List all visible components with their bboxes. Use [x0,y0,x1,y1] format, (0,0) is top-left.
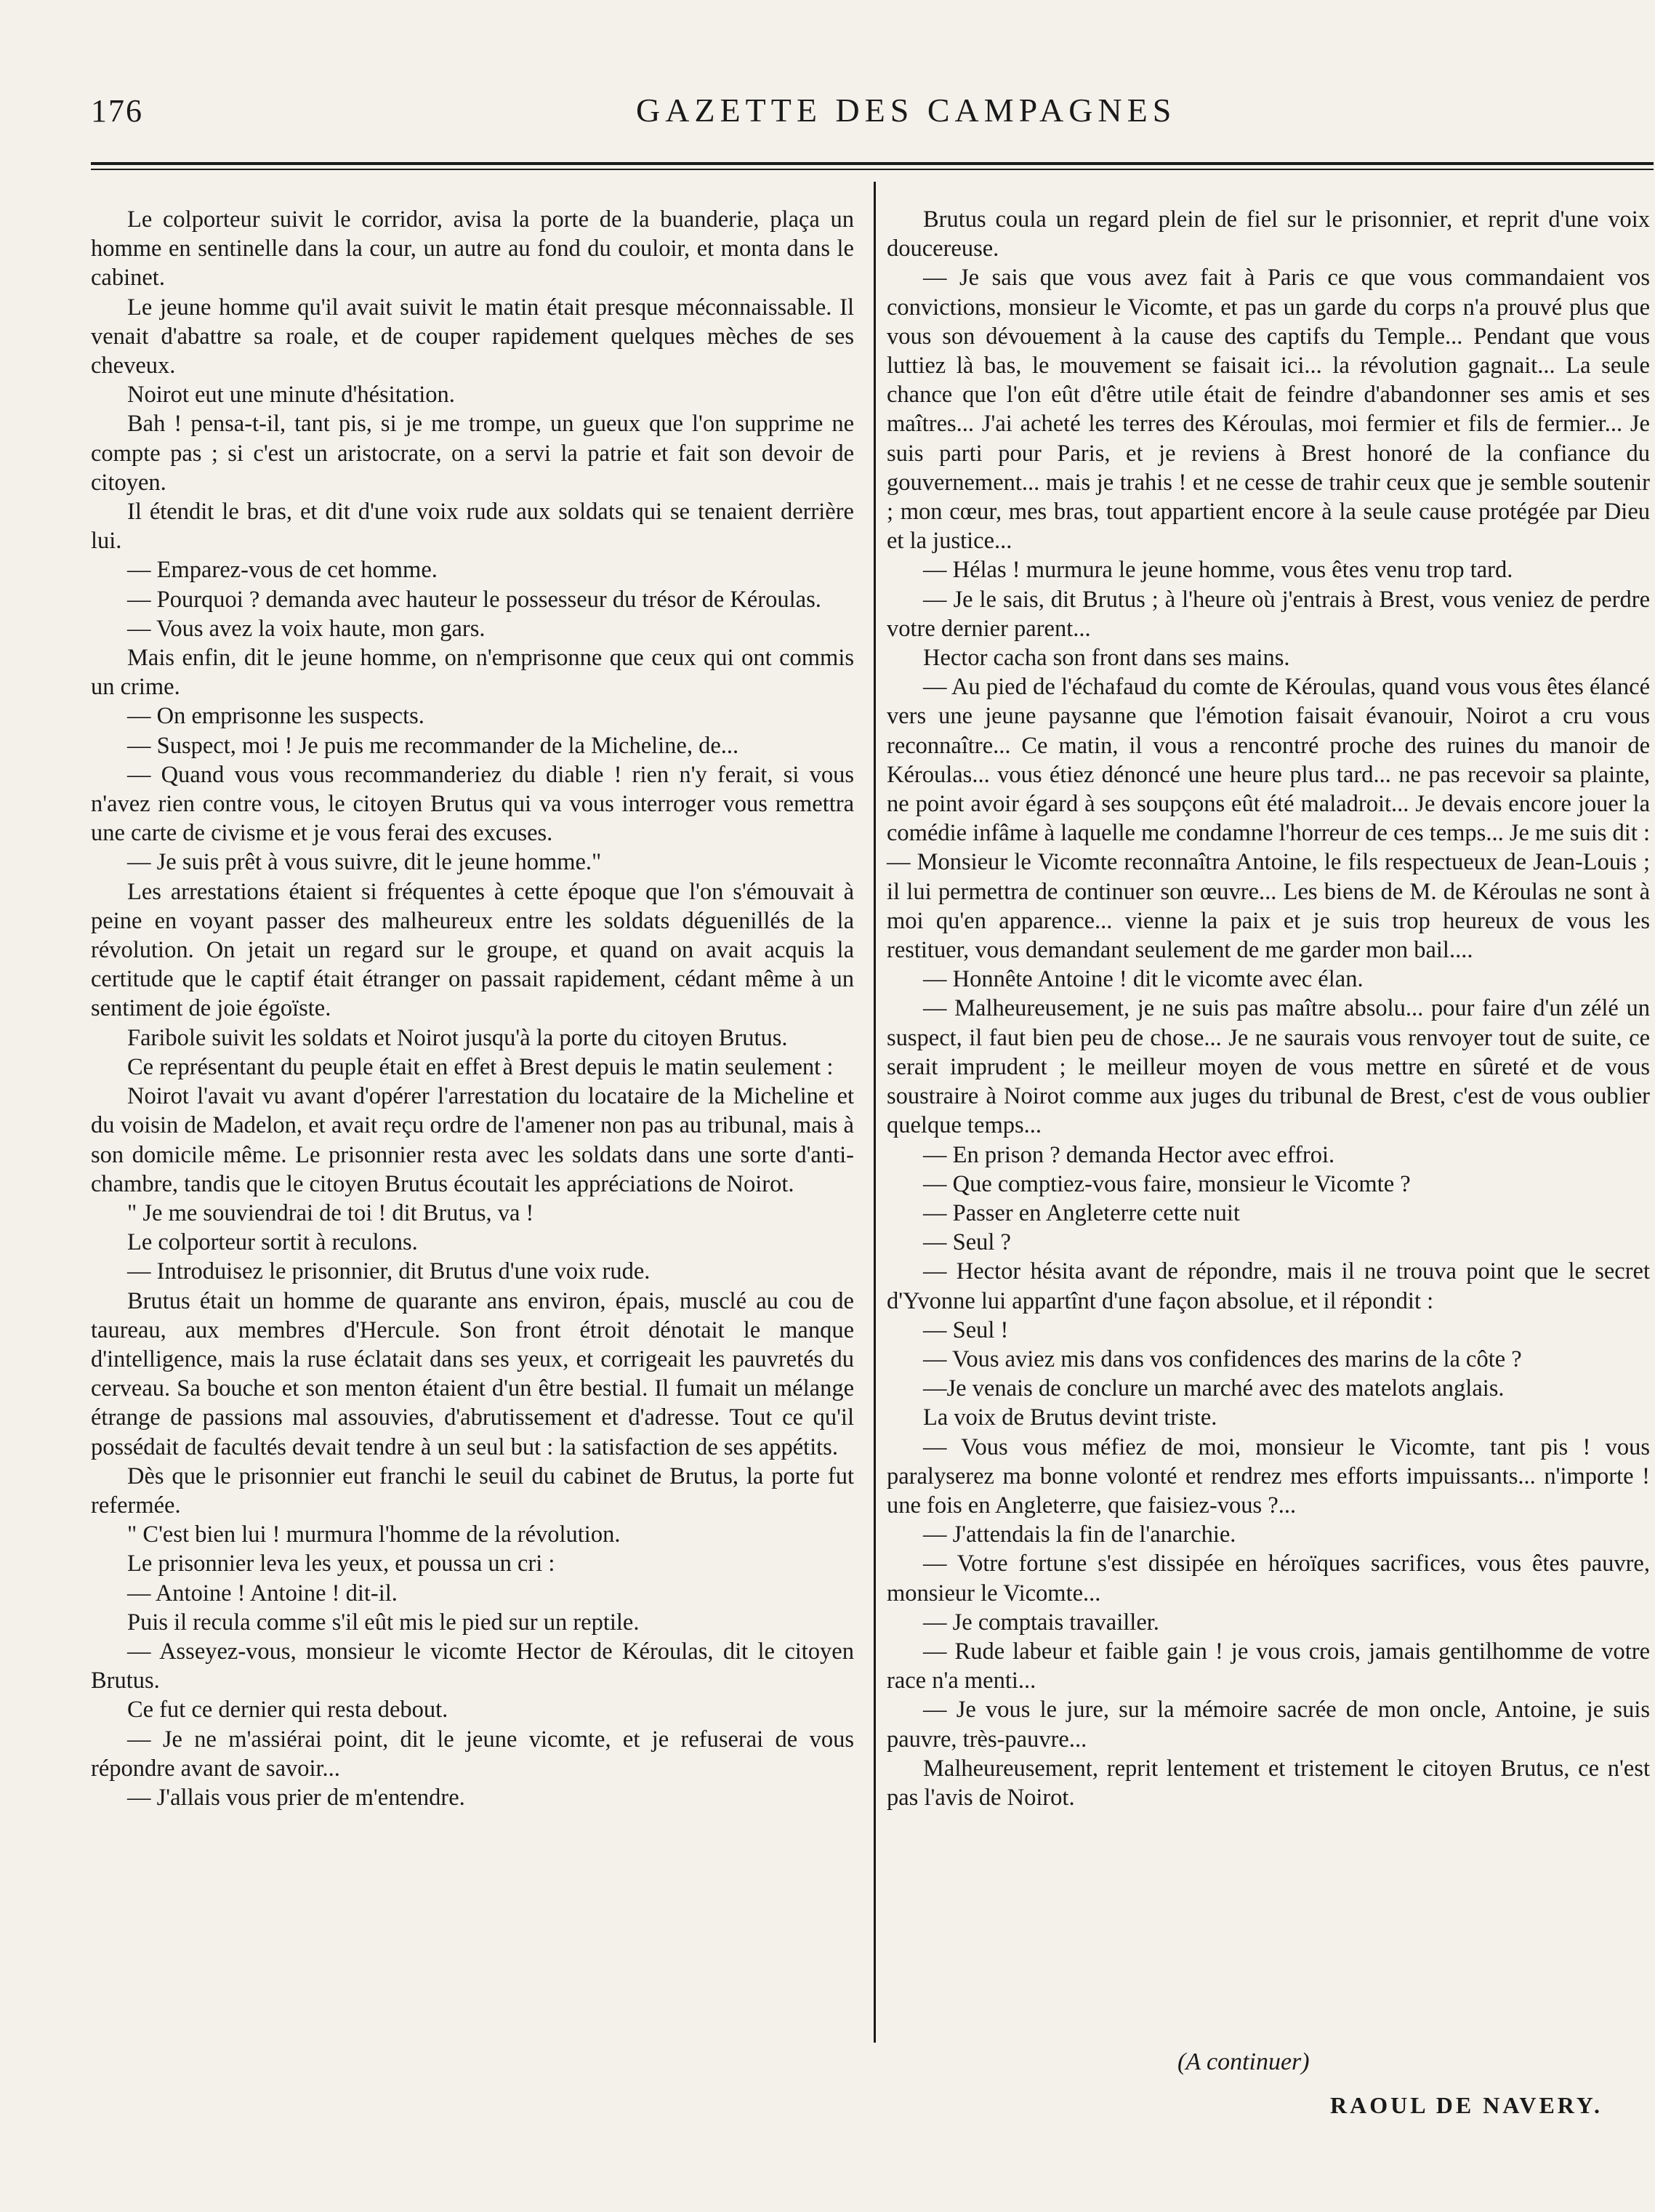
paragraph: Hector cacha son front dans ses mains. [923,645,1290,672]
paragraph: Ce représentant du peuple était en effet à Brest depuis le matin seulement : [127,1053,834,1080]
paragraph: Le colporteur sortit à reculons. [127,1229,418,1256]
column-divider [874,182,876,2043]
paragraph: — Introduisez le prisonnier, dit Brutus d'une voix rude. [127,1258,651,1285]
paragraph: — Malheureusement, je ne suis pas maître absolu... pour faire d'un zélé un suspect, il faut bien peu de chose... Je ne saurais vous renvoyer tout de suite, ce serait imprudent ; le meilleur moyen de vous mettre en sûreté et de vous soustraire à Noirot comme aux juges du tribunal de Brest, c'est de vous oublier quelque temps... [887,995,1650,1139]
paragraph: — Que comptiez-vous faire, monsieur le Vicomte ? [923,1170,1411,1197]
paragraph: — Suspect, moi ! Je puis me recommander de la Micheline, de... [127,732,739,759]
paragraph: Faribole suivit les soldats et Noirot jusqu'à la porte du citoyen Brutus. [127,1024,788,1051]
paragraph: — Je vous le jure, sur la mémoire sacrée de mon oncle, Antoine, je suis pauvre, très-pauvre... [887,1697,1650,1753]
paragraph: Bah ! pensa-t-il, tant pis, si je me trompe, un gueux que l'on supprime ne compte pas ; si c'est un aristocrate, on a servi la patrie et fait son devoir de citoyen. [91,411,854,496]
paragraph: — J'allais vous prier de m'entendre. [127,1784,465,1811]
journal-title: GAZETTE DES CAMPAGNES [636,92,1177,129]
paragraph: — Je suis prêt à vous suivre, dit le jeune homme." [127,849,602,876]
page-number: 176 [91,93,143,129]
paragraph: Ce fut ce dernier qui resta debout. [127,1697,448,1724]
paragraph: — On emprisonne les suspects. [127,703,424,730]
paragraph: Il étendit le bras, et dit d'une voix rude aux soldats qui se tenaient derrière lui. [91,499,854,555]
to-be-continued-note: (A continuer) [1177,2048,1310,2075]
paragraph: — Je comptais travailler. [923,1609,1159,1636]
paragraph: Malheureusement, reprit lentement et tristement le citoyen Brutus, ce n'est pas l'avis de Noirot. [887,1755,1650,1811]
paragraph: — Quand vous vous recommanderiez du diable ! rien n'y ferait, si vous n'avez rien contre vous, le citoyen Brutus qui va vous interroger vous remettra une carte de civisme et je vous ferai des excuses. [91,761,854,847]
right-column [887,205,1650,1812]
paragraph: — Je ne m'assiérai point, dit le jeune vicomte, et je refuserai de vous répondre avant de savoir... [91,1726,854,1782]
left-column [91,205,854,1812]
paragraph: Brutus était un homme de quarante ans environ, épais, musclé au cou de taureau, aux membres d'Hercule. Son front étroit dénotait le manque d'intelligence, mais la ruse éclatait dans ses yeux, et corrigeait les pauvretés du cerveau. Sa bouche et son menton étaient d'un être bestial. Il fumait un mélange étrange de passions mal assouvies, d'abrutissement et d'adresse. Tout ce qu'il possédait de facultés devait tendre à un seul but : la satisfaction de ses appétits. [91,1287,854,1460]
paragraph: —Je venais de conclure un marché avec des matelots anglais. [923,1375,1505,1402]
paragraph: " Je me souviendrai de toi ! dit Brutus, va ! [127,1199,534,1226]
paragraph: — Je le sais, dit Brutus ; à l'heure où j'entrais à Brest, vous veniez de perdre votre dernier parent... [887,586,1650,642]
paragraph: — Hélas ! murmura le jeune homme, vous êtes venu trop tard. [923,557,1513,584]
paragraph: — En prison ? demanda Hector avec effroi. [923,1141,1335,1168]
paragraph: — Antoine ! Antoine ! dit-il. [127,1580,398,1606]
paragraph: Puis il recula comme s'il eût mis le pied sur un reptile. [127,1609,640,1636]
paragraph: Le prisonnier leva les yeux, et poussa un cri : [127,1551,555,1577]
paragraph: Mais enfin, dit le jeune homme, on n'emprisonne que ceux qui ont commis un crime. [91,645,854,701]
paragraph: — Vous avez la voix haute, mon gars. [127,615,486,642]
paragraph: La voix de Brutus devint triste. [923,1404,1217,1431]
paragraph: — Seul ! [923,1316,1009,1343]
author-signature: RAOUL DE NAVERY. [1330,2092,1603,2118]
paragraph: — Honnête Antoine ! dit le vicomte avec élan. [923,966,1364,993]
header-rule-thick [91,162,1654,165]
paragraph: Noirot eut une minute d'hésitation. [127,382,455,409]
paragraph: — Pourquoi ? demanda avec hauteur le possesseur du trésor de Kéroulas. [127,586,821,613]
paragraph: — Vous aviez mis dans vos confidences des marins de la côte ? [923,1346,1522,1372]
paragraph: — Je sais que vous avez fait à Paris ce que vous commandaient vos convictions, monsieur le Vicomte, et pas un garde du corps n'a prouvé plus que vous son dévouement à la cause des captifs du Temple... Pendant que vous luttiez là bas, le mouvement se faisait ici... la révolution gagnait... La seule chance que l'on eût d'être utile était de feindre d'abandonner ses amis et ses maîtres... J'ai acheté les terres des Kéroulas, moi fermier et fils de fermier... Je suis parti pour Paris, et je reviens à Brest honoré de la confiance du gouvernement... mais je trahis ! et ne cesse de trahir ceux que je semble soutenir ; mon cœur, mes bras, tout appartient encore à la seule cause protégée par Dieu et la justice... [887,265,1650,555]
paragraph: Brutus coula un regard plein de fiel sur le prisonnier, et reprit d'une voix doucereuse. [887,206,1650,262]
paragraph: — Passer en Angleterre cette nuit [923,1199,1240,1226]
header-rule-thin [91,169,1654,170]
paragraph: Le colporteur suivit le corridor, avisa la porte de la buanderie, plaça un homme en sentinelle dans la cour, un autre au fond du couloir, et monta dans le cabinet. [91,206,854,291]
paragraph: — Emparez-vous de cet homme. [127,557,438,584]
paragraph: — Asseyez-vous, monsieur le vicomte Hector de Kéroulas, dit le citoyen Brutus. [91,1638,854,1694]
paragraph: — Seul ? [923,1229,1011,1256]
paragraph: — Votre fortune s'est dissipée en héroïques sacrifices, vous êtes pauvre, monsieur le Vicomte... [887,1551,1650,1606]
paragraph: — Rude labeur et faible gain ! je vous crois, jamais gentilhomme de votre race n'a menti... [887,1638,1650,1694]
paragraph: Dès que le prisonnier eut franchi le seuil du cabinet de Brutus, la porte fut refermée. [91,1463,854,1519]
paragraph: Le jeune homme qu'il avait suivit le matin était presque méconnaissable. Il venait d'abattre sa roale, et de couper rapidement quelques mèches de ses cheveux. [91,294,854,379]
paragraph: — Vous vous méfiez de moi, monsieur le Vicomte, tant pis ! vous paralyserez ma bonne volonté et rendrez mes efforts impuissants... n'importe ! une fois en Angleterre, que faisiez-vous ?... [887,1433,1650,1519]
paragraph: — Au pied de l'échafaud du comte de Kéroulas, quand vous vous êtes élancé vers une jeune paysanne que l'émotion faisait évanouir, Noirot a cru vous reconnaître... Ce matin, il vous a rencontré proche des ruines du manoir de Kéroulas... vous étiez dénoncé une heure plus tard... ne pas recevoir sa plainte, ne point avoir égard à ses soupçons eût été maladroit... Je devais encore jouer la comédie infâme à laquelle me condamne l'horreur de ces temps... Je me suis dit : — Monsieur le Vicomte reconnaîtra Antoine, le fils respectueux de Jean-Louis ; il lui permettra de continuer son œuvre... Les biens de M. de Kéroulas ne sont à moi qu'en apparence... vienne la paix et je suis trop heureux de vous les restituer, vous demandant seulement de me garder mon bail.... [887,674,1651,964]
page-header [91,84,1654,142]
paragraph: — J'attendais la fin de l'anarchie. [923,1521,1236,1548]
paragraph: Noirot l'avait vu avant d'opérer l'arrestation du locataire de la Micheline et du voisin de Madelon, et avait reçu ordre de l'amener non pas au tribunal, mais à son domicile même. Le prisonnier resta avec les soldats dans une sorte d'anti-chambre, tandis que le citoyen Brutus écoutait les appréciations de Noirot. [91,1083,854,1197]
paragraph: — Hector hésita avant de répondre, mais il ne trouva point que le secret d'Yvonne lui appartînt d'une façon absolue, et il répondit : [887,1258,1650,1314]
paragraph: " C'est bien lui ! murmura l'homme de la révolution. [127,1521,621,1548]
paragraph: Les arrestations étaient si fréquentes à cette époque que l'on s'émouvait à peine en voyant passer des malheureux entre les soldats déguenillés de la révolution. On jetait un regard sur le groupe, et quand on avait acquis la certitude que le captif était étranger on passait rapidement, cédant même à un sentiment de joie égoïste. [91,878,854,1022]
